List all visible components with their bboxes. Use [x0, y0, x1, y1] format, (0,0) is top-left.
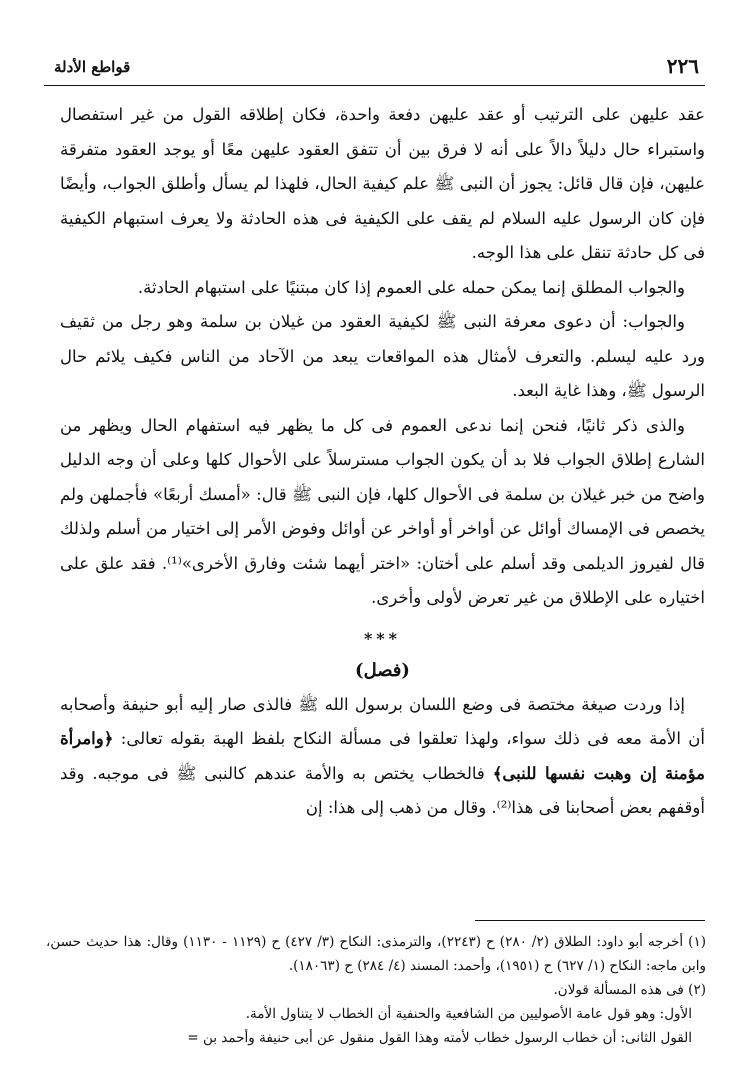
footnote-divider	[475, 920, 705, 921]
header-divider	[44, 85, 705, 86]
footnote-2-first-opinion: الأول: وهو قول عامة الأصوليين من الشافعية والحنفية أن الخطاب لا يتناول الأمة.	[245, 1006, 692, 1022]
page-header	[44, 52, 705, 86]
main-text	[60, 98, 705, 826]
paragraph-second-point: والذى ذكر ثانيًا، فنحن إنما ندعى العموم فى كل ما يظهر فيه استفهام الحال ويظهر من الشارع إطلاق الجواب فلا بد أن يكون الجواب مسترسلاً على الأحوال كلها وعلى أن وجه الدليل واضح من خبر غيلان بن سلمة فى الأحوال كلها، فإن النبى ﷺ قال: «أمسك أربعًا» فأجملهن ولم يخصص فى الإمساك أوائل عن أواخر أو أواخر عن أوائل وفوض الأمر إلى اختيار من أسلم ولذلك قال لفيروز الديلمى وقد أسلم على أختان: «اختر أيهما شئت وفارق الأخرى»⁽¹⁾. فقد علق على اختياره على الإطلاق من غير تعرض لأولى وأخرى.	[60, 415, 705, 607]
paragraph-continuation: عقد عليهن على الترتيب أو عقد عليهن دفعة واحدة، فكان إطلاقه القول من غير استفصال واستبراء حال دليلاً دالاً على أنه لا فرق بين أن تتفق العقود عليهن معًا أو يوجد العقود متفرقة عليهن، فإن قال قائل: يجوز أن النبى ﷺ علم كيفية الحال، فلهذا لم يسأل وأطلق الجواب، وأيضًا فإن كان الرسول عليه السلام لم يقف على الكيفية فى هذه الحادثة ولا يعرف استبهام الكيفية فى كل حادثة تنقل على هذا الوجه.	[60, 105, 705, 262]
section-title: (فصل)	[355, 659, 410, 681]
footnote-2: (٢) فى هذه المسألة قولان.	[553, 982, 706, 998]
footnote-2-second-opinion: القول الثانى: أن خطاب الرسول خطاب لأمته وهذا القول منقول عن أبى حنيفة وأحمد بن =	[187, 1030, 692, 1046]
footnote-1: (١) أخرجه أبو داود: الطلاق (٢/ ٢٨٠) ح (٢٢٤٣)، والترمذى: النكاح (٣/ ٤٢٧) ح (١١٢٩ - ١١٣٠) وقال: هذا حديث حسن، وابن ماجه: النكاح (١/ ٦٢٧) ح (١٩٥١)، وأحمد: المسند (٤/ ٢٨٤) ح (١٨٠٦٣).	[46, 934, 706, 974]
section-paragraph	[60, 688, 705, 826]
running-title: قواطع الأدلة	[54, 58, 131, 76]
paragraph-answer: والجواب: أن دعوى معرفة النبى ﷺ لكيفية العقود من غيلان بن سلمة وهو رجل من ثقيف ورد عليه ليسلم. والتعرف لأمثال هذه المواقعات يبعد من الآحاد من الناس فكيف يلائم حال الرسول ﷺ، وهذا غاية البعد.	[60, 312, 705, 400]
quran-verse: ﴿وامرأة مؤمنة إن وهبت نفسها للنبى﴾	[60, 729, 706, 783]
paragraph-general-answer: والجواب المطلق إنما يمكن حمله على العموم إذا كان مبتنيًا على استبهام الحادثة.	[137, 277, 685, 297]
section-separator: ***	[363, 628, 402, 648]
section-text-after: فالخطاب يختص به والأمة عندهم كالنبى ﷺ فى موجبه. وقد أوقفهم بعض أصحابنا فى هذا⁽²⁾. وقال من ذهب إلى هذا: إن	[60, 763, 705, 817]
page-number: ٢٢٦	[666, 54, 699, 78]
section-text-before: إذا وردت صيغة مختصة فى وضع اللسان برسول الله ﷺ فالذى صار إليه أبو حنيفة وأصحابه أن الأمة معه فى ذلك سواء، ولهذا تعلقوا فى مسألة النكاح بلفظ الهبة بقوله تعالى:	[60, 694, 705, 748]
footnotes	[46, 930, 706, 1050]
